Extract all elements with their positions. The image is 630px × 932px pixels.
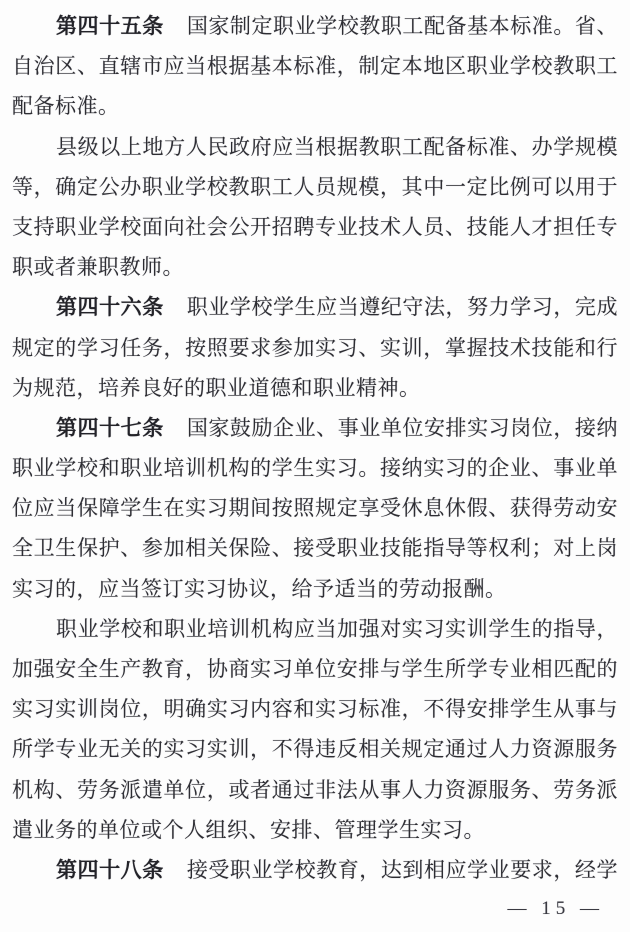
text-line: [12, 850, 618, 890]
text-line: [12, 127, 618, 167]
line-text: 所学专业无关的实习实训，不得违反相关规定通过人力资源服务: [12, 737, 618, 762]
line-text: 国家制定职业学校教职工配备基本标准。省、: [186, 14, 618, 38]
line-text: 等，确定公办职业学校教职工人员规模，其中一定比例可以用于: [12, 174, 618, 199]
line-text: 职业学校和职业培训机构应当加强对实习实训学生的指导，: [56, 616, 618, 641]
text-line: [12, 247, 618, 287]
line-text: 支持职业学校面向社会公开招聘专业技术人员、技能人才担任专: [12, 214, 618, 239]
text-line: [12, 46, 618, 86]
line-text: 加强安全生产教育，协商实习单位安排与学生所学专业相匹配的: [12, 657, 618, 681]
text-line: [12, 528, 618, 568]
text-line: [12, 448, 618, 488]
text-line: [12, 689, 618, 729]
article-number: 第四十七条: [56, 415, 164, 440]
line-text: 县级以上地方人民政府应当根据教职工配备标准、办学规模: [56, 134, 618, 159]
line-text: 配备标准。: [12, 94, 120, 119]
text-line: [12, 729, 618, 769]
text-line: [12, 207, 618, 247]
line-text: 机构、劳务派遣单位，或者通过非法从事人力资源服务、劳务派: [12, 777, 618, 802]
line-text: 全卫生保护、参加相关保险、接受职业技能指导等权利；对上岗: [12, 536, 618, 561]
line-text: 为规范，培养良好的职业道德和职业精神。: [12, 375, 421, 400]
line-text: 自治区、直辖市应当根据基本标准，制定本地区职业学校教职工: [12, 54, 618, 79]
text-line: [12, 609, 618, 649]
line-text: 规定的学习任务，按照要求参加实习、实训，掌握技术技能和行: [12, 335, 618, 360]
line-text: 接受职业学校教育，达到相应学业要求，经学: [186, 857, 618, 882]
article-number: 第四十八条: [56, 857, 164, 882]
line-text: 职或者兼职教师。: [12, 255, 184, 280]
text-line: [12, 569, 618, 609]
text-line: [12, 810, 618, 850]
text-line: [12, 328, 618, 368]
article-number: 第四十六条: [56, 295, 164, 320]
page-number: — 15 —: [507, 898, 604, 919]
text-line: [12, 649, 618, 689]
line-text: 遣业务的单位或个人组织、安排、管理学生实习。: [12, 817, 485, 842]
text-line: [12, 488, 618, 528]
line-text: 国家鼓励企业、事业单位安排实习岗位，接纳: [186, 415, 618, 440]
line-text: 位应当保障学生在实习期间按照规定享受休息休假、获得劳动安: [12, 496, 618, 521]
text-line: [12, 368, 618, 408]
text-line: [12, 86, 618, 126]
text-line: [12, 770, 618, 810]
text-line: [12, 167, 618, 207]
text-line: [12, 408, 618, 448]
article-number: 第四十五条: [56, 14, 164, 38]
line-text: 实习实训岗位，明确实习内容和实习标准，不得安排学生从事与: [12, 697, 618, 722]
line-text: 职业学校和职业培训机构的学生实习。接纳实习的企业、事业单: [12, 456, 618, 481]
document-body: [12, 6, 618, 890]
line-text: 职业学校学生应当遵纪守法，努力学习，完成: [186, 295, 618, 320]
text-line: [12, 6, 618, 46]
line-text: 实习的，应当签订实习协议，给予适当的劳动报酬。: [12, 576, 507, 601]
text-line: [12, 287, 618, 327]
